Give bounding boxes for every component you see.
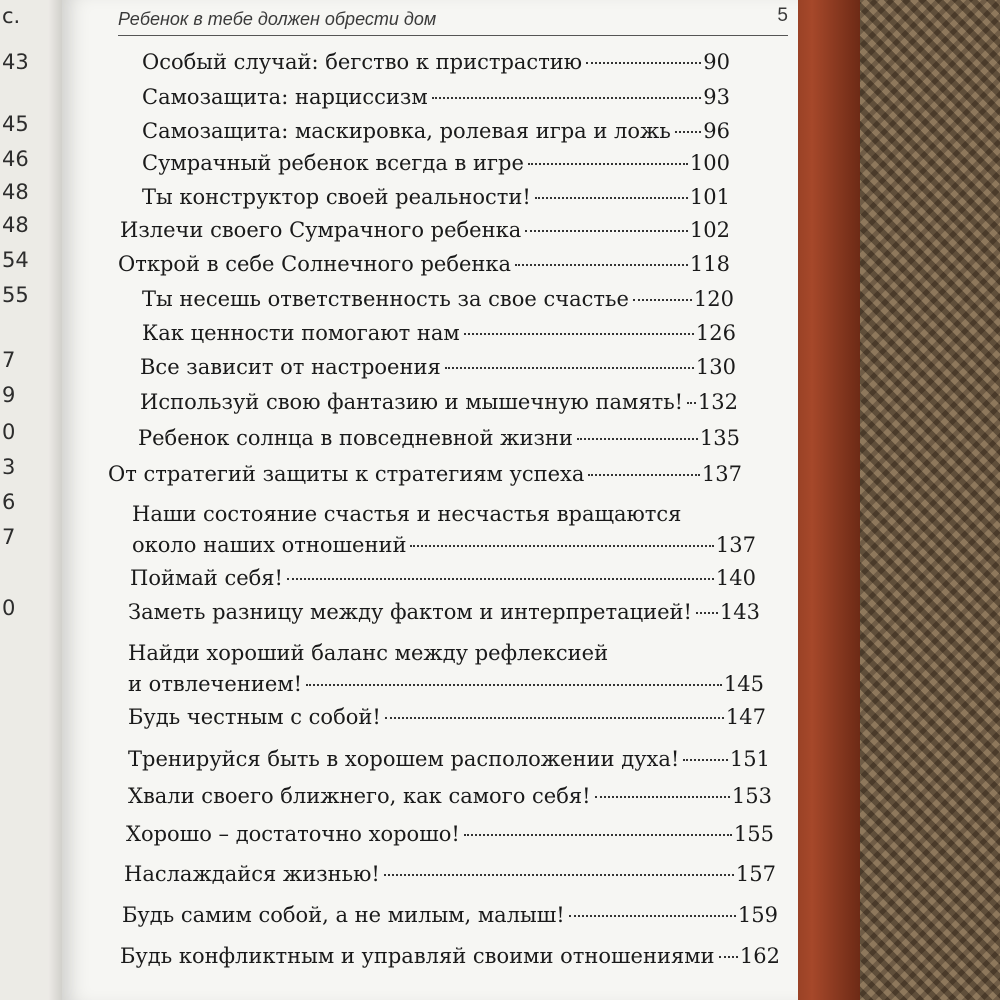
- page-number: 5: [777, 5, 788, 26]
- toc-leader-dots: [588, 474, 699, 476]
- toc-entry-title: Сумрачный ребенок всегда в игре: [142, 151, 524, 175]
- toc-leader-dots: [633, 299, 692, 301]
- toc-entry: [142, 185, 730, 210]
- toc-entry-title: Особый случай: бегство к пристрастию: [142, 50, 583, 74]
- left-page-number: 46: [2, 147, 29, 171]
- toc-entry-page: 137: [701, 462, 742, 486]
- left-page-number: 54: [2, 248, 29, 272]
- toc-leader-dots: [595, 796, 730, 798]
- toc-entry: [118, 252, 730, 277]
- toc-leader-dots: [515, 264, 688, 266]
- toc-entry: [142, 287, 734, 312]
- toc-leader-dots: [410, 545, 713, 547]
- toc-entry: [142, 321, 736, 346]
- toc-entry-page: 137: [715, 533, 756, 558]
- toc-entry: [128, 747, 770, 772]
- toc-entry-title: Будь честным с собой!: [128, 705, 381, 729]
- toc-entry-multiline: [132, 502, 756, 558]
- toc-entry-page: 157: [735, 862, 776, 886]
- toc-entry: [130, 566, 756, 591]
- toc-entry-page: 102: [689, 218, 730, 242]
- toc-entry-title: Как ценности помогают нам: [142, 321, 460, 345]
- toc-entry-page: 153: [731, 784, 772, 808]
- toc-entry-title-line2: и отвлечением!: [128, 672, 303, 697]
- toc-entry-title: От стратегий защиты к стратегиям успеха: [108, 462, 585, 486]
- toc-entry-title: Самозащита: маскировка, ролевая игра и ложь: [142, 119, 671, 143]
- toc-entry-title: Открой в себе Солнечного ребенка: [118, 252, 512, 276]
- toc-leader-dots: [385, 717, 724, 719]
- toc-leader-dots: [535, 197, 688, 199]
- toc-entry: [142, 50, 730, 75]
- toc-entry: [128, 705, 766, 730]
- toc-leader-dots: [683, 759, 728, 761]
- toc-leader-dots: [528, 163, 688, 165]
- left-page: [0, 0, 70, 1000]
- toc-entry-page: 143: [719, 600, 760, 624]
- toc-entry-page: 159: [737, 903, 778, 927]
- toc-entry: [122, 903, 778, 928]
- toc-entry: [142, 85, 730, 110]
- left-page-number: 7: [2, 348, 16, 372]
- toc-entry-title: Будь самим собой, а не милым, малыш!: [122, 903, 565, 927]
- toc-entry-page: 135: [699, 426, 740, 450]
- toc-entry-page: 96: [703, 119, 730, 143]
- left-page-number: 7: [2, 525, 16, 549]
- toc-leader-dots: [586, 62, 701, 64]
- toc-entry: [120, 944, 780, 969]
- toc-entry: [126, 822, 774, 847]
- toc-entry-title-line2: около наших отношений: [132, 533, 407, 558]
- toc-leader-dots: [525, 230, 688, 232]
- left-page-number: 0: [2, 596, 16, 620]
- toc-entry-title: Хорошо – достаточно хорошо!: [126, 822, 460, 846]
- toc-entry: [108, 462, 742, 487]
- toc-entry: [140, 390, 738, 415]
- left-page-number: 3: [2, 455, 16, 479]
- toc-entry-title: Наслаждайся жизнью!: [124, 862, 380, 886]
- toc-leader-dots: [287, 578, 714, 580]
- toc-leader-dots: [675, 131, 702, 133]
- left-page-number: 6: [2, 490, 16, 514]
- toc-entry: [124, 862, 776, 887]
- left-page-number: 48: [2, 213, 29, 237]
- left-page-number: 45: [2, 112, 29, 136]
- toc-entry-page: 93: [703, 85, 730, 109]
- toc-leader-dots: [432, 97, 702, 99]
- toc-entry: [140, 355, 736, 380]
- toc-leader-dots: [306, 684, 722, 686]
- toc-entry-title: Тренируйся быть в хорошем расположении духа!: [128, 747, 680, 771]
- toc-entry-title: Излечи своего Сумрачного ребенка: [120, 218, 522, 242]
- toc-leader-dots: [696, 612, 718, 614]
- toc-entry-page: 151: [729, 747, 770, 771]
- toc-entry-title: Заметь разницу между фактом и интерпретацией!: [128, 600, 692, 624]
- running-header-title: Ребенок в тебе должен обрести дом: [118, 9, 437, 29]
- toc-entry-page: 126: [695, 321, 736, 345]
- left-page-edge-text: с.: [2, 4, 21, 28]
- toc-entry-title: Используй свою фантазию и мышечную память!: [140, 390, 684, 414]
- toc-entry-line2: [128, 672, 764, 697]
- toc-entry-title: Ты несешь ответственность за свое счастье: [142, 287, 629, 311]
- toc-entry-page: 145: [723, 672, 764, 697]
- toc-entry-page: 140: [715, 566, 756, 590]
- right-page: [62, 0, 798, 1000]
- toc-entry-page: 132: [697, 390, 738, 414]
- toc-entry: [128, 600, 760, 625]
- toc-entry: [142, 119, 730, 144]
- toc-entry-page: 147: [725, 705, 766, 729]
- toc-entry: [142, 151, 730, 176]
- toc-entry: [138, 426, 740, 451]
- toc-entry-title: Ты конструктор своей реальности!: [142, 185, 531, 209]
- toc-leader-dots: [577, 438, 698, 440]
- toc-leader-dots: [384, 874, 734, 876]
- toc-entry-title-line1: Найди хороший баланс между рефлексией: [128, 641, 609, 665]
- toc-entry-page: 155: [733, 822, 774, 846]
- left-page-number: 0: [2, 420, 16, 444]
- left-page-number: 43: [2, 50, 29, 74]
- toc-entry-page: 162: [739, 944, 780, 968]
- toc-leader-dots: [464, 834, 732, 836]
- left-page-number: 9: [2, 383, 16, 407]
- toc-entry-page: 101: [689, 185, 730, 209]
- toc-entry-title-line1: Наши состояние счастья и несчастья вращаются: [132, 502, 682, 526]
- toc-entry: [120, 218, 730, 243]
- toc-leader-dots: [445, 367, 694, 369]
- toc-entry-multiline: [128, 641, 764, 697]
- toc-entry-title: Будь конфликтным и управляй своими отношениями: [120, 944, 715, 968]
- toc-entry-title: Ребенок солнца в повседневной жизни: [138, 426, 573, 450]
- running-header: [118, 5, 788, 36]
- toc-entry-page: 120: [693, 287, 734, 311]
- toc-entry-page: 130: [695, 355, 736, 379]
- toc-entry-title: Хвали своего ближнего, как самого себя!: [128, 784, 591, 808]
- toc-entry-page: 90: [703, 50, 730, 74]
- toc-entry-title: Самозащита: нарциссизм: [142, 85, 428, 109]
- toc-leader-dots: [719, 956, 738, 958]
- left-page-number: 48: [2, 180, 29, 204]
- toc-entry-page: 100: [689, 151, 730, 175]
- left-page-number: 55: [2, 283, 29, 307]
- toc-entry-page: 118: [689, 252, 730, 276]
- toc-entry-line2: [132, 533, 756, 558]
- toc-entry-title: Поймай себя!: [130, 566, 283, 590]
- toc-leader-dots: [569, 915, 736, 917]
- toc-leader-dots: [687, 402, 696, 404]
- toc-entry-title: Все зависит от настроения: [140, 355, 441, 379]
- toc-entry: [128, 784, 772, 809]
- toc-leader-dots: [464, 333, 694, 335]
